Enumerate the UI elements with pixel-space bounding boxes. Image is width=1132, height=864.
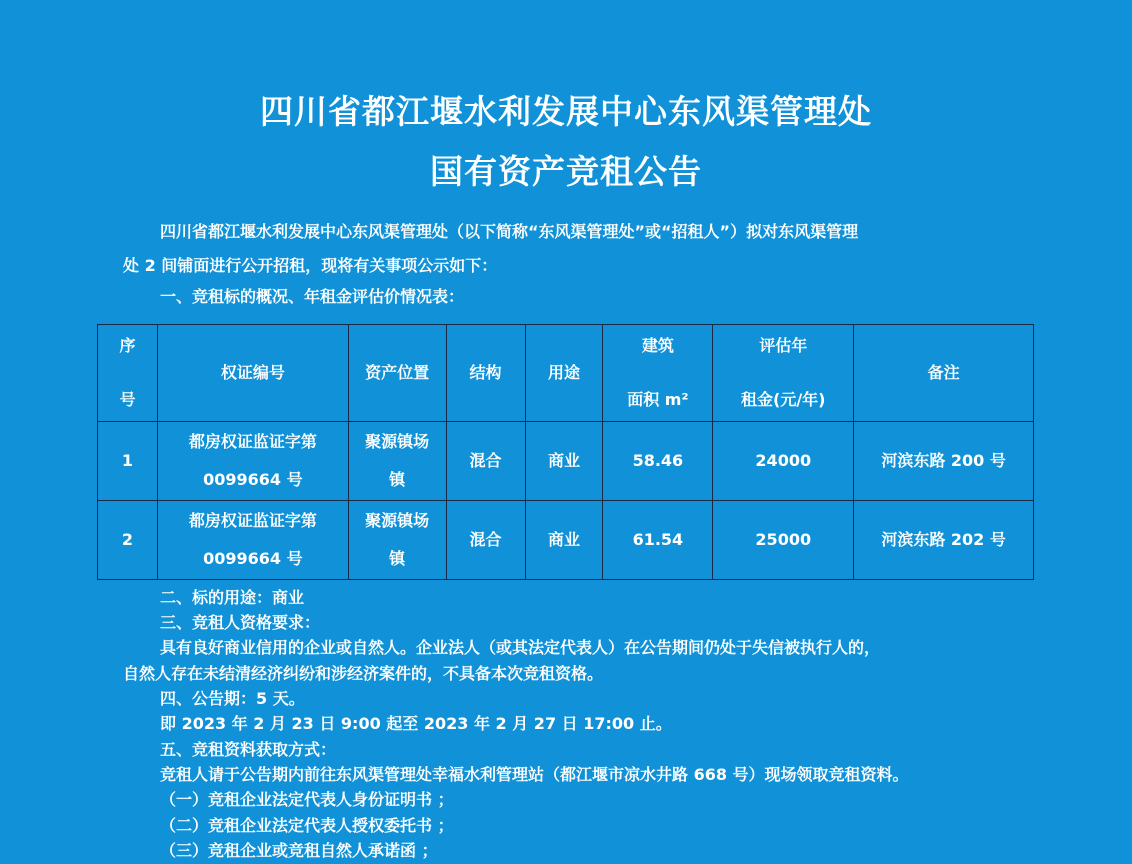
section-4-heading: 四、公告期：5 天。 [160, 689, 305, 708]
header-structure: 结构 [446, 325, 525, 422]
cell-structure: 混合 [446, 422, 525, 501]
cell-seq: 2 [98, 501, 158, 580]
cell-cert: 都房权证监证字第 0099664 号 [157, 422, 348, 501]
cell-area: 58.46 [603, 422, 713, 501]
section-1-heading: 一、竞租标的概况、年租金评估价情况表： [160, 287, 465, 306]
cell-area: 61.54 [603, 501, 713, 580]
materials-intro: 竞租人请于公告期内前往东风渠管理处幸福水利管理站（都江堰市凉水井路 668 号）现场领取竞租资料。 [160, 765, 909, 784]
notice-period: 即 2023 年 2 月 23 日 9:00 起至 2023 年 2 月 27 日 17:00 止。 [160, 714, 672, 733]
section-5-heading: 五、竞租资料获取方式： [160, 740, 337, 759]
table-row [98, 501, 1034, 580]
cell-use: 商业 [525, 501, 603, 580]
header-location: 资产位置 [348, 325, 446, 422]
cell-remark: 河滨东路 200 号 [854, 422, 1034, 501]
intro-line-1: 四川省都江堰水利发展中心东风渠管理处（以下简称“东风渠管理处”或“招租人”）拟对东风渠管理 [160, 222, 859, 241]
qualification-line-2: 自然人存在未结清经济纠纷和涉经济案件的，不具备本次竞租资格。 [123, 664, 604, 683]
section-2-heading: 二、标的用途：商业 [160, 588, 305, 607]
header-remark: 备注 [854, 325, 1034, 422]
header-area: 建筑 面积 m² [603, 325, 713, 422]
cell-location: 聚源镇场 镇 [348, 501, 446, 580]
cell-rent: 25000 [713, 501, 854, 580]
cell-seq: 1 [98, 422, 158, 501]
header-seq: 序 号 [98, 325, 158, 422]
cell-use: 商业 [525, 422, 603, 501]
intro-line-2: 处 2 间铺面进行公开招租，现将有关事项公示如下： [123, 256, 498, 275]
rent-table [97, 324, 1034, 580]
header-rent: 评估年 租金(元/年) [713, 325, 854, 422]
materials-item: （三）竞租企业或竞租自然人承诺函 ； [160, 841, 438, 860]
materials-item: （一）竞租企业法定代表人身份证明书 ； [160, 790, 454, 809]
table-header-row [98, 325, 1034, 422]
header-cert: 权证编号 [157, 325, 348, 422]
cell-rent: 24000 [713, 422, 854, 501]
notice-title-line2: 国有资产竞租公告 [430, 152, 702, 191]
section-3-heading: 三、竞租人资格要求： [160, 613, 321, 632]
table-row [98, 422, 1034, 501]
cell-cert: 都房权证监证字第 0099664 号 [157, 501, 348, 580]
qualification-line-1: 具有良好商业信用的企业或自然人。企业法人（或其法定代表人）在公告期间仍处于失信被执行人的， [160, 638, 881, 657]
notice-title-line1: 四川省都江堰水利发展中心东风渠管理处 [260, 92, 872, 131]
cell-location: 聚源镇场 镇 [348, 422, 446, 501]
header-use: 用途 [525, 325, 603, 422]
materials-item: （二）竞租企业法定代表人授权委托书 ； [160, 816, 454, 835]
cell-remark: 河滨东路 202 号 [854, 501, 1034, 580]
cell-structure: 混合 [446, 501, 525, 580]
